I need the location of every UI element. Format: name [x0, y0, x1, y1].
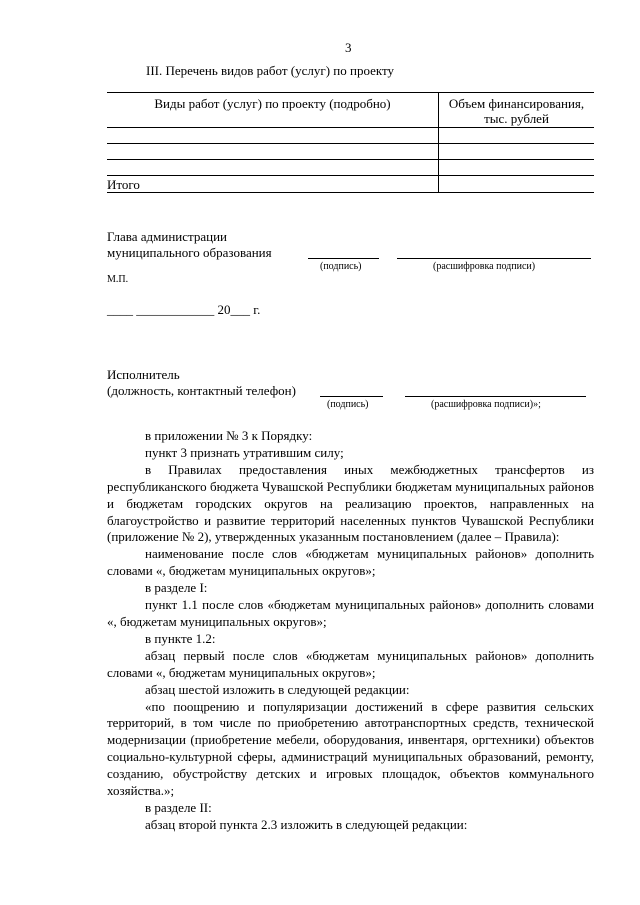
head-title-line1: Глава администрации [107, 229, 228, 244]
paragraph: в Правилах предоставления иных межбюджетных трансфертов из республиканского бюджета Чувашской Республики бюджетам муниципальных районов и бюджетам городских округов на реализацию проектов, направленных на благоустройство и развитие территорий населенных пунктов Чувашской Республики (приложение № 2), утвержденных указанным постановлением (далее – Правила): [107, 461, 594, 545]
table-total-label: Итого [107, 177, 140, 192]
executor-decode-caption: (расшифровка подписи)»; [431, 399, 541, 410]
executor-title-line2: (должность, контактный телефон) [107, 383, 296, 398]
executor-decode-line [405, 396, 586, 397]
paragraph: пункт 1.1 после слов «бюджетам муниципальных районов» дополнить словами «, бюджетам муниципальных округов»; [107, 597, 594, 629]
paragraph: в пункте 1.2: [145, 630, 216, 646]
head-signature-caption: (подпись) [320, 261, 362, 272]
table-row-border [107, 175, 594, 176]
executor-signature-caption: (подпись) [327, 399, 369, 410]
head-signature-line [308, 258, 379, 259]
executor-title-line1: Исполнитель [107, 367, 180, 382]
head-title-line2: муниципального образования [107, 245, 272, 260]
table-header-funding-line1: Объем финансирования, [448, 96, 585, 111]
paragraph: абзац шестой изложить в следующей редакции: [145, 681, 410, 697]
head-decode-line [397, 258, 591, 259]
executor-signature-line [320, 396, 383, 397]
head-decode-caption: (расшифровка подписи) [433, 261, 536, 272]
table-row-border [107, 127, 594, 128]
paragraph: абзац второй пункта 2.3 изложить в следующей редакции: [145, 816, 468, 832]
table-bottom-border [107, 192, 594, 193]
paragraph: наименование после слов «бюджетам муниципальных районов» дополнить словами «, бюджетам муниципальных округов»; [107, 546, 594, 579]
table-header-funding-line2: тыс. рублей [484, 111, 549, 126]
paragraph: «по поощрению и популяризации достижений в сфере развития сельских территорий, в том числе по приобретению автотранспортных средств, технической модернизации (приобретение мебели, оборудования, инвентаря, оргтехники) объектов социально-культурной сферы, администраций муниципальных образований, ремонту, созданию, обустройству детских и игровых площадок, объектов коммунального хозяйства.»; [107, 698, 594, 799]
paragraph: в приложении № 3 к Порядку: [145, 428, 313, 443]
table-top-border [107, 92, 594, 93]
table-row-border [107, 143, 594, 144]
page-number: 3 [345, 40, 352, 55]
date-blank: ____ ____________ 20___ г. [107, 302, 261, 317]
paragraph: абзац первый после слов «бюджетам муниципальных районов» дополнить словами «, бюджетам муниципальных округов»; [107, 647, 594, 680]
paragraph: пункт 3 признать утратившим силу; [145, 444, 344, 460]
table-row-border [107, 159, 594, 160]
paragraph: в разделе I: [145, 580, 208, 596]
section-title: III. Перечень видов работ (услуг) по проекту [146, 63, 395, 78]
stamp-place: М.П. [107, 274, 129, 285]
paragraph: в разделе II: [145, 799, 212, 815]
amendments-text [107, 428, 594, 834]
table-header-works: Виды работ (услуг) по проекту (подробно) [154, 96, 391, 111]
